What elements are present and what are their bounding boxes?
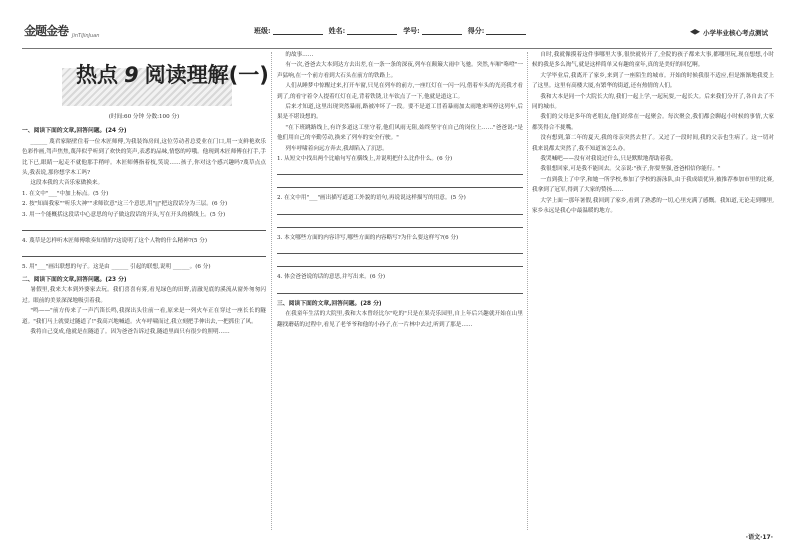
column-2 [277, 50, 523, 330]
title-topic: 阅读理解(一) [144, 63, 269, 87]
passage-3-para-5: 我们的父母是多年的老朋友,他们经常在一起聚会。每次聚会,我们都会聊起小时候的事情,大家都笑得合不拢嘴。 [532, 114, 774, 131]
passage-2-para-3: 我将自己变成,他就是在隧道了。因为爸爸告诉过我,隧道里面只有很少的照明…… [30, 328, 230, 335]
answer-line[interactable] [277, 286, 523, 294]
section-2-heading: 二、阅读下面的文章,回答问题。(23 分) [22, 276, 127, 283]
title-hot: 热点 [76, 63, 118, 87]
passage-3-para-4: 我和大本是同一个大院长大的,我们一起上学,一起玩耍,一起长大。后来我们分开了,各自去了不同的城市。 [532, 93, 774, 111]
class-label: 班级: [254, 26, 271, 35]
passage-2-para-2: "鸣——"前方传来了一声汽笛长鸣,我探出头往前一看,原来是一列火车正在穿过一座长长的隧道。"我们马上就要过隧道了!"我高兴地喊道。火车呼啸而过,我立刻把手伸出去,一把抓住了风。 [22, 308, 266, 325]
score-blank[interactable] [486, 34, 526, 35]
answer-line[interactable] [22, 249, 266, 257]
page-header [22, 18, 772, 49]
passage-2-para-9: 列车呼啸着向远方奔去,我却陷入了沉思。 [285, 145, 388, 152]
id-label: 学号: [403, 26, 420, 35]
question-2-2: 2. 在文中用"___"画出描写道道工外貌的语句,再说说这样描写的用意。(5 分) [277, 195, 466, 202]
answer-line[interactable] [277, 207, 523, 215]
name-blank[interactable] [347, 34, 397, 35]
passage-3-para-6: 没有想到,第二年的夏天,我的母亲突然去世了。又过了一段时间,我的父亲也生病了。这一切对我来说都太突然了,我不知道该怎么办。 [532, 135, 774, 152]
hot-title [62, 63, 269, 112]
question-2-3: 3. 本文哪些方面的内容详写,哪些方面的内容略写?为什么要这样写?(6 分) [277, 234, 459, 241]
graduation-cap-icon [690, 29, 700, 36]
test-title [690, 28, 768, 37]
passage-3-para-2: 自时,我就像摸着这件事哪里大事,很快就传开了,全院的孩子都来大事,都哪里玩,现在想想,小时候的我是多么淘气,就是这样简单又有趣的童年,真的是美好的回忆啊。 [532, 52, 774, 69]
question-2-1: 1. 从短文中找出两个比喻句写在横线上,并说明把什么比作什么。(6 分) [277, 156, 453, 163]
passage-2-para-6: 人们从睡梦中惊醒过来,打开车窗,只见在列车的前方,一座红灯在一闪一闪,借着车头的光亮我才看到了,的看守着令人提着红灯在走,背着铁锈,让车钦点了一下,他就是道这工。 [277, 83, 523, 100]
passage-2-para-7: 后来才知道,这里出现突然暴雨,路被冲坏了一段。要不是道工冒着暴雨加太雨地来叫停这列车,后果是不堪设想的。 [277, 104, 523, 121]
logo-pinyin: JinTiJinJuan [72, 33, 100, 39]
page-footer: ·语文·17· [745, 534, 773, 541]
logo-text: 金题金卷 [24, 24, 69, 38]
question-1-3: 3. 用一个能概括这段话中心意思的句子做这段话的开头,写在开头的横线上。(5 分) [22, 211, 226, 218]
answer-line[interactable] [277, 220, 523, 228]
passage-2-para-4: 的故事…… [285, 52, 314, 58]
score-label: 得分: [467, 26, 485, 35]
passage-2-para-1: 暑假里,我来大本到外婆家去玩。我们喜喜有雾,看见绿色的田野,清澈见底的溪流从窗外匆匆闪过。眼前的美景深深地吸引着我。 [22, 287, 266, 304]
passage-3-para-10: 大学上面一那年暑假,我回到了家乡,看到了熟悉的一切,心里充满了感慨。我知道,无论走到哪里,家乡永远是我心中最温暖的地方。 [532, 197, 774, 215]
answer-line[interactable] [277, 246, 523, 254]
answer-line[interactable] [277, 259, 523, 267]
column-1 [22, 50, 269, 337]
title-text [76, 63, 269, 87]
score-field [468, 26, 533, 36]
passage-2-para-8: "在下班跳路线上,有许多道这工驻守着,他们风雨无阻,始终坚守在自己的岗位上……"爸爸说:"是他们用自己的辛勤劳动,换来了列车的安全行驶。" [277, 124, 523, 142]
question-1-2: 2. 按"知面我家""听乐大神""求师钦意"这三个意思,用"||"把这段话分为三层。(6 分) [22, 201, 228, 208]
id-field [403, 26, 468, 36]
column-3 [532, 50, 774, 217]
question-1-1: 1. 在文中"___"中加上标点。(5 分) [22, 190, 109, 197]
question-1-4: 4. 蔑草是怎样听木匠师傅歌奏知情的?这说明了这个人物的什么精神?(5 分) [22, 238, 208, 245]
class-blank[interactable] [273, 34, 323, 35]
passage-1-para-2: 这段本我的大音乐家做换来。 [30, 180, 104, 187]
answer-line[interactable] [277, 180, 523, 188]
passage-3-para-1: 在我童年生活的大院里,我和大本曾经比尔"吃的"只是在果壳乐园里,自上年后兴趣就开始在山里翻找蘑菇的过程中,看见了老爷爷和他的小孙子,在一片林中去过,听到了那是…… [277, 311, 523, 328]
class-field [254, 26, 329, 36]
test-title-text: 小学毕业核心考点测试 [703, 29, 768, 37]
time-score: (时间:60 分钟 分数:100 分) [108, 114, 180, 120]
id-blank[interactable] [422, 34, 462, 35]
passage-1-para-1: ______ 蔑君家隔壁住着一位木匠师傅,为我装饰房间,这位劳动者总爱业在门口,用一支鲜艳欢乐色彩作画,驾声焦焦,蔑萍似乎听到了欢快的笑声,表悉的品味,情悠的哼哦。他现到木匠师傅在打手,手比下已,眼睛一起走不就他那手稍呼。木匠师傅指着枝,笑说……孩子,你对这个感兴趣吗?蔑草点点头,我表说,那你想学木工吗? [22, 138, 266, 177]
passage-2-para-5: 有一次,爸爸去大本到达方去出差,在一条一条的深夜,列车在颠簸大雨中飞驰。突然,车厢"咯噔"一声猛响,在一个前方看到大石头在前方的铁路上。 [277, 62, 523, 79]
section-3-heading: 三、阅读下面的文章,回答问题。(28 分) [277, 300, 382, 307]
passage-3-para-7: 我哭喊吧——没有对我说过什么,只是默默地帮助着我。 [540, 156, 677, 163]
brand-logo [24, 22, 99, 39]
question-2-4: 4. 体会爸爸说的话的意思,并写出来。(6 分) [277, 274, 386, 281]
column-divider-1 [271, 52, 272, 530]
answer-line[interactable] [277, 167, 523, 175]
passage-3-para-3: 大学毕业后,我离开了家乡,来到了一座陌生的城市。开始的时候我很不适应,但是渐渐地我爱上了这里。这里有高楼大厦,有繁华的街道,还有热情的人们。 [532, 72, 774, 90]
section-1-heading: 一、阅读下面的文章,回答问题。(24 分) [22, 128, 127, 135]
question-1-5: 5. 用"___"画出联想的句子。这是由 ______ 引起的联想,说明 ______。(6 分) [22, 264, 211, 271]
title-number: 9 [124, 63, 139, 87]
passage-3-para-9: 一直到我上了中学,和她一所学校,参加了学校的游泳队,由于我成绩优异,被推荐参加市里的比赛,我拿到了冠军,得到了大家的赞扬…… [532, 176, 774, 194]
name-label: 姓名: [328, 26, 346, 35]
answer-line[interactable] [22, 223, 266, 231]
name-field [329, 26, 404, 36]
column-divider-2 [527, 52, 528, 530]
passage-3-para-8: 我很想回家,可是我不能回去。父亲说:"孩子,你要坚强,爸爸相信你能行。" [540, 166, 721, 173]
student-info-fields [254, 26, 532, 36]
